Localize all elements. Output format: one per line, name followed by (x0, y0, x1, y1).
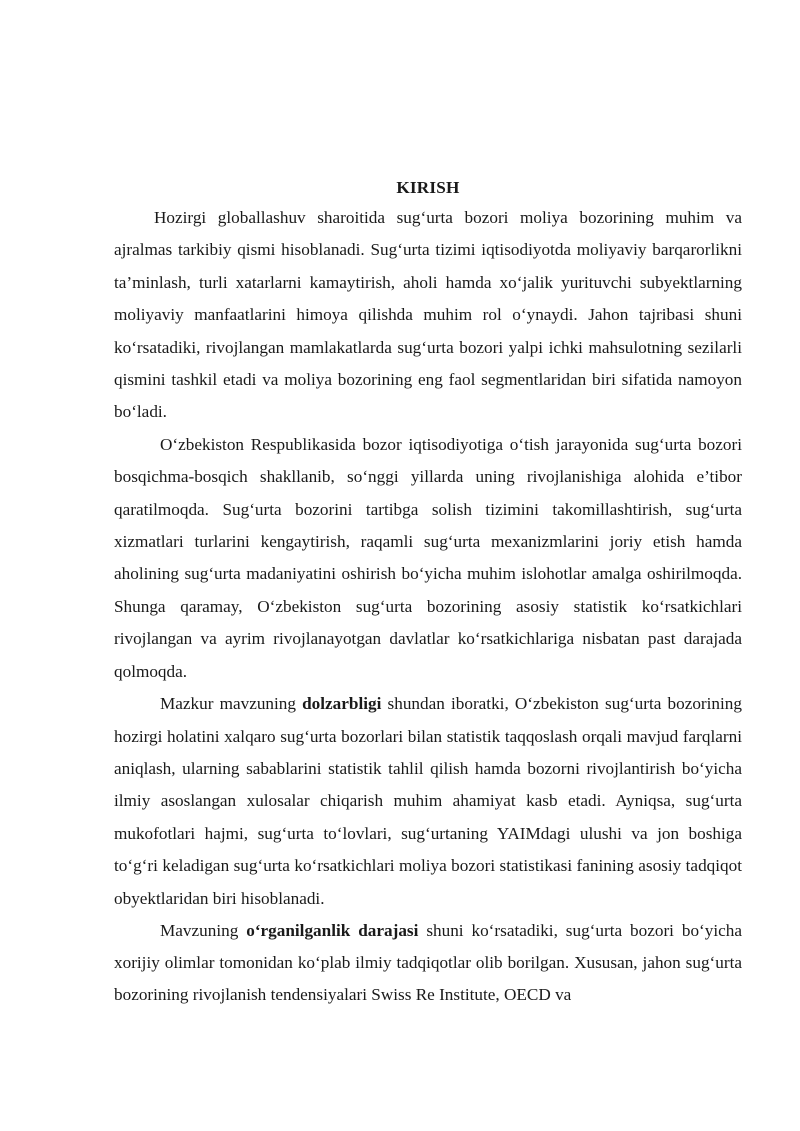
paragraph-text-lead: Mavzuning (160, 920, 247, 940)
bold-term-study-level: o‘rganilganlik darajasi (246, 920, 419, 940)
paragraph-text: Hozirgi globallashuv sharoitida sug‘urta bozori moliya bozorining muhim va ajralmas tarkibiy qismi hisoblanadi. Sug‘urta tizimi iqtisodiyotda moliyaviy barqarorlikni ta’minlash, turli xatarlarni kamaytirish, aholi hamda xo‘jalik yurituvchi subyektlarning moliyaviy manfaatlarini himoya qilishda muhim rol o‘ynaydi. Jahon tajribasi shuni ko‘rsatadiki, rivojlangan mamlakatlarda sug‘urta bozori yalpi ichki mahsulotning sezilarli qismini tashkil etadi va moliya bozorining eng faol segmentlaridan biri sifatida namoyon bo‘ladi. (114, 208, 742, 422)
paragraph-uzbekistan-market (114, 429, 742, 688)
paragraph-text-lead: Mazkur mavzuning (160, 694, 303, 714)
paragraph-introduction (114, 202, 742, 429)
document-body (114, 174, 742, 1012)
section-title: KIRISH (396, 178, 460, 197)
paragraph-text-rest: shuni ko‘rsatadiki, sug‘urta bozori bo‘yicha xorijiy olimlar tomonidan ko‘plab ilmiy tadqiqotlar olib borilgan. Xususan, jahon sug‘urta bozorining rivojlanish tendensiyalari Swiss Re Institute, OECD va (114, 920, 743, 1005)
bold-term-relevance: dolzarbligi (302, 694, 382, 714)
paragraph-study-level (114, 915, 742, 1012)
paragraph-text: O‘zbekiston Respublikasida bozor iqtisodiyotiga o‘tish jarayonida sug‘urta bozori bosqichma-bosqich shakllanib, so‘nggi yillarda uning rivojlanishiga alohida e’tibor qaratilmoqda. Sug‘urta bozorini tartibga solish tizimini takomillashtirish, sug‘urta xizmatlari turlarini kengaytirish, raqamli sug‘urta mexanizmlarini joriy etish hamda aholining sug‘urta madaniyatini oshirish bo‘yicha muhim islohotlar amalga oshirilmoqda. Shunga qaramay, O‘zbekiston sug‘urta bozorining asosiy statistik ko‘rsatkichlari rivojlangan va ayrim rivojlanayotgan davlatlar ko‘rsatkichlariga nisbatan past darajada qolmoqda. (114, 434, 742, 681)
paragraph-relevance (114, 688, 742, 915)
paragraph-text-rest: shundan iboratki, O‘zbekiston sug‘urta bozorining hozirgi holatini xalqaro sug‘urta bozorlari bilan statistik taqqoslash orqali mavjud farqlarni aniqlash, ularning sabablarini statistik tahlil qilish hamda bozorni rivojlantirish bo‘yicha ilmiy asoslangan xulosalar chiqarish muhim ahamiyat kasb etadi. Ayniqsa, sug‘urta mukofotlari hajmi, sug‘urta to‘lovlari, sug‘urtaning YAIMdagi ulushi va jon boshiga to‘g‘ri keladigan sug‘urta ko‘rsatkichlari moliya bozori statistikasi fanining asosiy tadqiqot obyektlaridan biri hisoblanadi. (114, 694, 742, 908)
